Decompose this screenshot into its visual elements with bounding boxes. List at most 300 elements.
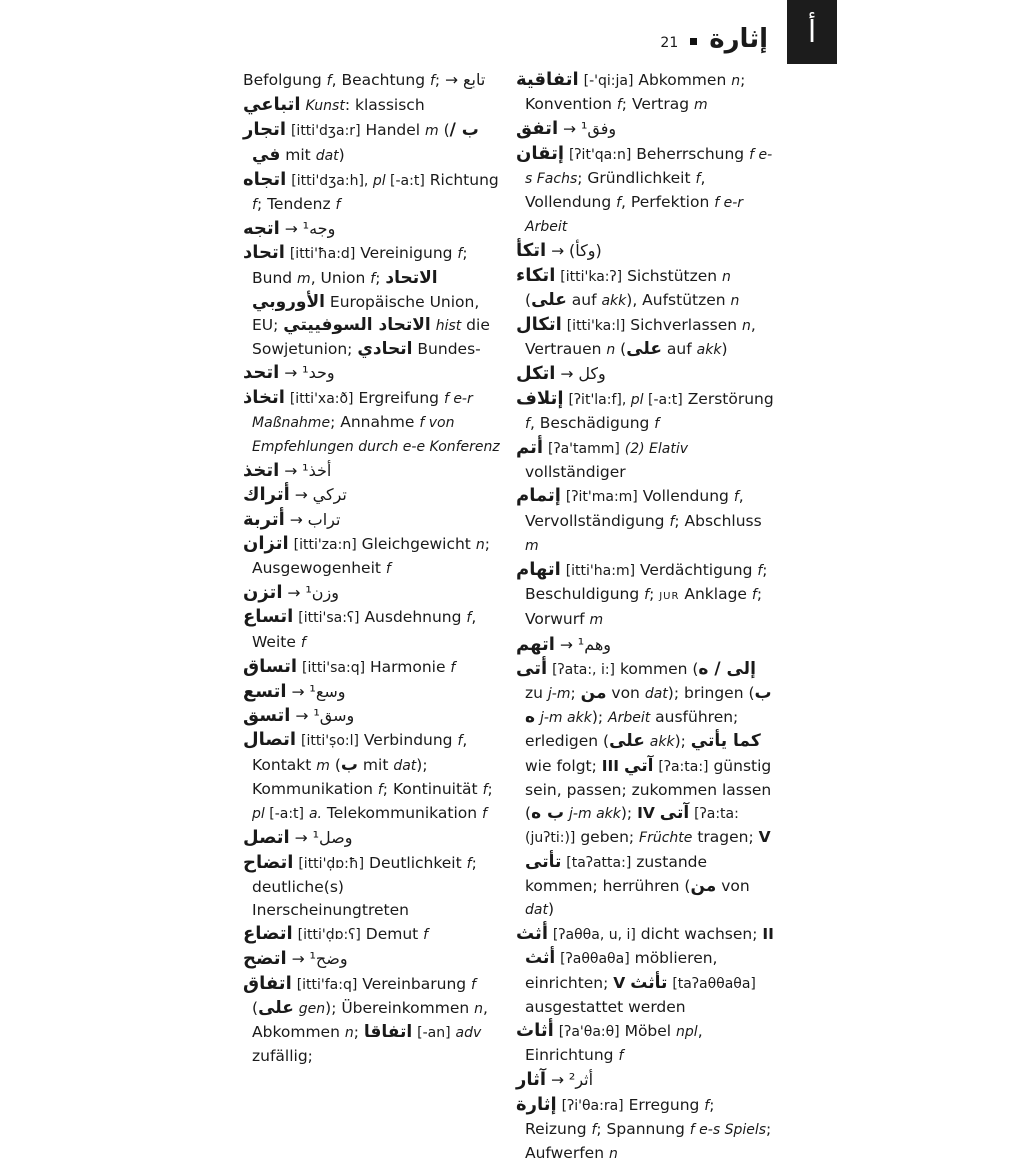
entry-arabic-reference: وسق¹ <box>313 706 355 726</box>
entry-italic-label: f <box>377 781 383 798</box>
entry-text: günstig sein, passen; zukommen lassen ( <box>525 756 772 823</box>
entry-arabic-phrase: على <box>609 731 645 752</box>
entry-text: Vereinbarung <box>357 974 472 993</box>
dictionary-entry <box>516 264 774 313</box>
entry-italic-label: f e-s Fachs <box>525 146 773 187</box>
entry-arabic-reference: وجه¹ <box>302 219 336 239</box>
entry-text: ) <box>547 899 555 918</box>
entry-headword: اتضاع <box>243 923 293 945</box>
dictionary-entry <box>243 826 501 850</box>
entry-pronunciation: [ʔa:ta: (juʔti:)] <box>525 806 739 847</box>
dictionary-entry <box>243 68 501 93</box>
entry-headword: أتربة <box>243 508 285 530</box>
entry-italic-label: j-m <box>547 686 571 703</box>
entry-text: , Vervollständigung <box>525 487 744 530</box>
entry-italic-label: Arbeit <box>608 710 651 727</box>
entry-arabic-reference: وسع¹ <box>309 682 346 702</box>
entry-italic-label: f <box>482 781 488 798</box>
entry-italic-label: n <box>608 1145 618 1162</box>
thumb-index-tab <box>787 0 837 64</box>
left-column <box>243 68 501 1068</box>
entry-italic-label: f <box>252 197 257 214</box>
entry-text: zustande kommen; herrühren ( <box>525 852 708 895</box>
entry-pronunciation: [-a:t] <box>264 806 304 823</box>
entry-italic-label: f <box>695 170 701 187</box>
entry-text: zu <box>525 684 548 703</box>
entry-headword: اتخذ <box>243 460 280 482</box>
entry-italic-label: n <box>730 292 740 309</box>
entry-text: ) <box>338 145 345 164</box>
entry-italic-label: Kunst <box>305 98 345 115</box>
entry-text: ; deutliche(s) Inerscheinungtreten <box>252 853 477 919</box>
entry-arabic-phrase: إلى / ه <box>698 658 756 679</box>
entry-arabic-phrase: آتى <box>659 803 690 824</box>
entry-italic-label: m <box>316 757 330 774</box>
entry-text: geben; <box>575 828 640 847</box>
entry-italic-label: dat <box>525 901 548 918</box>
entry-arabic-phrase: على <box>258 997 294 1018</box>
entry-arabic-phrase: ب ه <box>531 803 565 824</box>
entry-text: Abkommen <box>633 71 732 89</box>
dictionary-entry <box>243 655 501 680</box>
page-number: 21 <box>660 35 679 51</box>
entry-italic-label: a. <box>308 806 322 823</box>
dictionary-entry <box>243 118 501 167</box>
entry-arabic-reference: وزن¹ <box>305 583 339 603</box>
dictionary-entry <box>243 93 501 118</box>
entry-italic-label: gen <box>298 1000 326 1017</box>
entry-arabic-phrase: تأتى <box>525 851 562 872</box>
entry-text: Bundes- <box>412 340 481 359</box>
dictionary-entry <box>516 1068 774 1092</box>
entry-italic-label: f <box>450 659 456 676</box>
entry-italic-label: n <box>731 73 741 89</box>
entry-text: ; Bund <box>252 244 468 287</box>
entry-arabic-reference: تراب <box>307 509 341 529</box>
entry-text: Ergreifung <box>353 388 444 407</box>
entry-arabic-reference: وصل¹ <box>312 828 353 848</box>
entry-headword: اتهم <box>516 633 555 655</box>
entry-headword: اتساق <box>243 655 298 677</box>
entry-italic-label: f von Empfehlungen durch e-e Konferenz <box>252 414 500 456</box>
dictionary-entry <box>516 68 774 117</box>
entry-italic-label: pl <box>630 391 644 408</box>
entry-text: Befolgung <box>243 71 327 89</box>
entry-verb-form: II <box>762 925 774 944</box>
entry-italic-label: Früchte <box>639 830 693 847</box>
entry-headword: اتكاء <box>516 264 556 286</box>
entry-text: ); bringen ( <box>667 684 755 703</box>
entry-text: ; Abschluss <box>674 511 762 530</box>
entry-arabic-reference: تابع <box>462 70 486 89</box>
entry-italic-label: dat <box>644 686 668 703</box>
entry-headword: أتى <box>516 657 548 679</box>
entry-italic-label: n <box>742 318 751 335</box>
entry-text: → <box>546 1071 569 1090</box>
dictionary-entry <box>516 142 774 240</box>
entry-headword: اتخاذ <box>243 386 285 408</box>
entry-pronunciation: [ʔa:ta:] <box>658 758 709 775</box>
entry-arabic-reference: وفق¹ <box>580 119 617 139</box>
entry-text: , Abkommen <box>252 998 488 1041</box>
entry-pronunciation: [itti'fa:q] <box>296 976 358 993</box>
dictionary-entry <box>243 532 501 581</box>
entry-italic-label: j-m akk <box>569 806 621 823</box>
entry-italic-label: f <box>429 73 435 89</box>
entry-italic-label: n <box>474 1000 484 1017</box>
entry-text: ), Aufstützen <box>626 290 731 309</box>
entry-headword: آثار <box>516 1069 547 1091</box>
entry-text: , Weite <box>252 608 477 651</box>
entry-arabic-phrase: من <box>580 683 607 704</box>
entry-headword: اتفق <box>516 118 559 140</box>
entry-italic-label: (2) Elativ <box>624 441 689 458</box>
entry-italic-label: f <box>525 415 530 432</box>
entry-italic-label: f <box>616 195 622 212</box>
dictionary-entry <box>516 362 774 386</box>
entry-text: Vollendung <box>637 487 734 506</box>
entry-pronunciation: [ʔit'la:f], <box>568 391 631 408</box>
dictionary-entry <box>243 361 501 385</box>
entry-text: mit <box>280 145 316 164</box>
entry-text: Anklage <box>679 585 752 604</box>
entry-arabic-phrase: على <box>626 339 662 360</box>
entry-italic-label: f <box>326 73 332 89</box>
entry-pronunciation: [itti'za:n] <box>293 536 357 553</box>
entry-arabic-phrase: تأثث <box>630 972 668 993</box>
entry-italic-label: n <box>606 342 616 359</box>
entry-text: ( <box>329 755 341 774</box>
entry-text: → <box>554 635 578 654</box>
entry-pronunciation: [-a:t] <box>643 391 683 408</box>
entry-italic-label: f e-s Spiels <box>689 1121 767 1138</box>
entry-text: ; Vertrag <box>621 95 694 114</box>
entry-italic-label: f <box>385 561 391 578</box>
entry-text: ; Annahme <box>330 412 420 431</box>
entry-text: die Sowjetunion; <box>252 316 490 359</box>
entry-italic-label: f <box>616 97 622 114</box>
entry-text: Demut <box>360 925 424 944</box>
entry-text: ; Gründlichkeit <box>577 168 696 187</box>
entry-headword: اتضاح <box>243 851 294 873</box>
entry-italic-label: f <box>335 197 341 214</box>
entry-italic-label: npl <box>676 1023 698 1040</box>
entry-italic-label: adv <box>455 1024 482 1041</box>
entry-arabic-phrase: ب <box>340 754 358 775</box>
dictionary-entry <box>243 483 501 507</box>
dictionary-entry <box>243 386 501 460</box>
entry-text: → <box>284 510 308 529</box>
entry-pronunciation: [itti'sa:q] <box>302 659 366 676</box>
entry-headword: اتحد <box>243 362 280 384</box>
entry-text: ; <box>649 585 660 604</box>
entry-arabic-phrase: كما يأتي <box>690 731 761 752</box>
entry-italic-label: akk <box>601 292 627 309</box>
dictionary-entry <box>516 239 774 263</box>
entry-italic-label: f e-r Maßnahme <box>252 390 473 431</box>
entry-pronunciation: [ʔaθθa, u, i] <box>552 927 636 944</box>
entry-italic-label: f <box>757 563 763 580</box>
entry-italic-label: f <box>644 587 650 604</box>
entry-domain-label: JUR <box>659 591 680 603</box>
entry-italic-label: m <box>525 537 539 554</box>
entry-text: Ausdehnung <box>359 608 467 627</box>
dictionary-entry <box>516 1093 774 1166</box>
dictionary-entry <box>516 922 774 1019</box>
dictionary-entry <box>516 436 774 484</box>
entry-italic-label: akk <box>649 734 675 751</box>
entry-text: : klassisch <box>344 96 425 115</box>
entry-text: → <box>286 950 310 969</box>
entry-pronunciation: [-a:t] <box>385 172 425 189</box>
entry-headword: اتزان <box>243 532 289 554</box>
entry-text: vollständiger <box>525 463 626 482</box>
entry-text: Erregung <box>623 1095 705 1114</box>
entry-text: Sichstützen <box>622 266 723 285</box>
entry-pronunciation: [ʔa'tamm] <box>547 441 620 458</box>
entry-italic-label: f <box>457 733 463 750</box>
entry-headword: اتفاق <box>243 972 292 994</box>
dictionary-entry <box>516 117 774 141</box>
entry-headword: اتكأ <box>516 240 547 262</box>
entry-headword: اتفاقية <box>516 69 579 90</box>
entry-headword: أثاث <box>516 1019 554 1041</box>
entry-text: auf <box>566 290 602 309</box>
entry-headword: أثث <box>516 923 548 945</box>
entry-pronunciation: [ʔata:, i:] <box>552 661 616 678</box>
entry-headword: اتكال <box>516 314 562 336</box>
entry-pronunciation: [-an] <box>417 1024 451 1041</box>
entry-italic-label: f <box>457 246 463 263</box>
dictionary-entry <box>243 851 501 923</box>
entry-headword: اتجاه <box>243 168 287 190</box>
entry-text: ; Reizung <box>525 1095 715 1138</box>
entry-text: Deutlichkeit <box>364 853 467 872</box>
entry-headword: اتباعي <box>243 94 301 116</box>
entry-pronunciation: [taʔaθθaθa] <box>672 975 756 992</box>
entry-text: ausführen; erledigen ( <box>525 708 739 751</box>
entry-headword: اتساع <box>243 606 294 628</box>
entry-text: wie folgt; <box>525 756 602 775</box>
entry-text: Zerstörung <box>682 389 774 408</box>
entry-italic-label: f <box>733 489 739 506</box>
entry-text: Richtung <box>424 170 499 189</box>
entry-text: möblieren, einrichten; <box>525 949 718 992</box>
entry-headword: اتجار <box>243 119 287 141</box>
dictionary-entry <box>516 387 774 436</box>
entry-italic-label: f <box>618 1048 624 1065</box>
entry-text: , Einrichtung <box>525 1021 703 1065</box>
entry-italic-label: f <box>669 513 675 530</box>
dictionary-entry <box>516 313 774 362</box>
entry-pronunciation: [taʔatta:] <box>566 854 632 871</box>
entry-verb-form: V <box>758 828 771 847</box>
dictionary-entry <box>243 704 501 728</box>
entry-text: → <box>286 683 310 702</box>
entry-pronunciation: [itti'xa:ð] <box>289 390 354 407</box>
entry-italic-label: f <box>482 806 487 823</box>
entry-text: ; <box>570 684 581 703</box>
dictionary-entry <box>243 947 501 971</box>
entry-italic-label: pl <box>372 172 386 189</box>
dictionary-entry <box>243 605 501 654</box>
entry-text: Harmonie <box>365 657 451 676</box>
dictionary-entry <box>243 680 501 704</box>
entry-text: ; Aufwerfen <box>525 1119 772 1162</box>
entry-italic-label: m <box>589 612 604 629</box>
entry-italic-label: f <box>423 927 429 944</box>
entry-pronunciation: [itti'ḍɒ:ħ] <box>298 855 365 872</box>
entry-text: ; Spannung <box>596 1119 690 1138</box>
entry-text: Sichverlassen <box>625 316 743 335</box>
entry-pronunciation: [ʔaθθaθa] <box>560 951 630 968</box>
dictionary-entry <box>243 459 501 483</box>
entry-pronunciation: [ʔi'θa:ra] <box>561 1097 624 1114</box>
entry-arabic-reference: أثر² <box>568 1070 594 1090</box>
entry-italic-label: dat <box>315 147 339 164</box>
entry-text: ( <box>615 340 627 359</box>
entry-italic-label: f <box>471 976 476 993</box>
entry-pronunciation: [itti'sa:ʕ] <box>298 610 360 627</box>
header-separator-square <box>690 38 697 45</box>
dictionary-entry <box>516 633 774 657</box>
entry-arabic-reference: وهم¹ <box>577 634 612 654</box>
entry-italic-label: f <box>300 634 306 651</box>
entry-arabic-phrase: اتفاقا <box>363 1021 413 1042</box>
entry-text: ; Konvention <box>525 71 746 114</box>
entry-italic-label: n <box>475 536 485 553</box>
entry-text: zufällig; <box>252 1047 313 1066</box>
dictionary-entry <box>243 581 501 605</box>
entry-text: ( <box>252 998 259 1017</box>
entry-headword: اتسع <box>243 681 287 703</box>
entry-text: von <box>716 876 750 895</box>
entry-pronunciation: [itti'ḍɒ:ʕ] <box>297 927 361 944</box>
entry-text: ); <box>620 804 638 823</box>
entry-italic-label: hist <box>435 318 462 335</box>
entry-text: von <box>606 684 645 703</box>
dictionary-entry <box>243 508 501 532</box>
entry-text: ; Beschuldigung <box>525 561 768 604</box>
header-guide-word: إثارة <box>709 24 768 54</box>
entry-text: ; <box>375 268 386 287</box>
entry-text: ); Kommunikation <box>252 755 428 798</box>
entry-verb-form: III <box>601 756 620 775</box>
entry-text: ( <box>525 290 532 309</box>
entry-headword: اتهام <box>516 559 561 581</box>
entry-verb-form: V <box>613 973 626 992</box>
entry-pronunciation: [-'qi:ja] <box>583 73 634 89</box>
entry-headword: اتزن <box>243 582 283 604</box>
entry-text: ( <box>438 121 450 140</box>
entry-text: Möbel <box>619 1021 677 1040</box>
entry-headword: اتصل <box>243 827 290 849</box>
dictionary-entry <box>516 1019 774 1068</box>
entry-arabic-phrase: الاتحاد الأوروبي <box>252 267 438 312</box>
entry-text: Vereinigung <box>355 244 458 263</box>
entry-text: → <box>558 120 581 139</box>
entry-italic-label: dat <box>393 757 417 774</box>
entry-headword: اتحاد <box>243 242 285 264</box>
entry-arabic-phrase: من <box>690 875 717 896</box>
entry-italic-label: akk <box>696 342 722 359</box>
entry-text: ; Vorwurf <box>525 585 763 629</box>
entry-verb-form: IV <box>637 804 655 823</box>
entry-pronunciation: [itti'ha:m] <box>565 563 636 580</box>
entry-text: ; <box>353 1022 364 1041</box>
entry-italic-label: n <box>722 268 731 285</box>
dictionary-entry <box>243 972 501 1069</box>
entry-pronunciation: [itti'dʒa:h], <box>291 172 373 189</box>
entry-italic-label: f <box>751 587 757 604</box>
entry-headword: اتسق <box>243 705 291 727</box>
entry-text: , Union <box>310 268 371 287</box>
thumb-index-letter: أ <box>807 14 817 50</box>
entry-arabic-phrase: على <box>531 289 567 310</box>
entry-headword: إثارة <box>516 1093 557 1115</box>
entry-italic-label: f <box>654 415 660 432</box>
dictionary-entry <box>243 217 501 241</box>
entry-text: ) <box>721 340 728 359</box>
entry-arabic-phrase: الاتحاد السوفييتي <box>283 315 431 336</box>
entry-arabic-reference: وكل <box>578 364 606 384</box>
dictionary-entry <box>516 657 774 922</box>
entry-text: → <box>279 220 303 239</box>
entry-pronunciation: [ʔit'qa:n] <box>568 146 632 163</box>
entry-headword: إتمام <box>516 485 561 507</box>
entry-text: → <box>289 829 313 848</box>
entry-text: Verbindung <box>358 731 458 750</box>
entry-pronunciation: [ʔit'ma:m] <box>565 489 638 506</box>
entry-pronunciation: [itti'ka:l] <box>566 318 626 335</box>
entry-headword: أتراك <box>243 484 290 506</box>
page-header <box>660 24 768 54</box>
entry-headword: اتجه <box>243 218 280 240</box>
dictionary-entry <box>243 728 501 826</box>
entry-arabic-phrase: اتحادي <box>357 339 413 360</box>
entry-italic-label: m <box>297 270 311 287</box>
entry-text: Telekommunikation <box>321 804 482 823</box>
entry-text: ausgestattet werden <box>525 997 686 1016</box>
entry-text: ; Kontinuität <box>382 779 483 798</box>
entry-italic-label: f <box>370 270 376 287</box>
entry-text: , Beschädigung <box>529 413 655 432</box>
entry-arabic-phrase: ب ه <box>525 683 772 728</box>
entry-text: Europäische Union, EU; <box>252 292 480 335</box>
entry-text: → <box>279 462 303 481</box>
entry-text: , Vollendung <box>525 168 706 212</box>
entry-headword: إتقان <box>516 142 565 164</box>
entry-italic-label: m <box>425 123 439 140</box>
dictionary-entry <box>243 922 501 947</box>
entry-text: ); <box>674 732 691 751</box>
entry-text: → <box>290 707 314 726</box>
entry-arabic-phrase: ب / في <box>252 120 479 165</box>
dictionary-entry <box>243 241 501 361</box>
entry-text: ); <box>591 708 609 727</box>
entry-arabic-reference: وضح¹ <box>309 949 348 969</box>
entry-text: Gleichgewicht <box>356 534 476 553</box>
entry-italic-label: n <box>344 1024 354 1041</box>
entry-arabic-reference: وحد¹ <box>302 363 335 383</box>
entry-italic-label: f <box>591 1121 597 1138</box>
dictionary-entry <box>516 484 774 558</box>
entry-text: Verdächtigung <box>635 561 758 580</box>
entry-text: Handel <box>360 121 426 140</box>
entry-italic-label: f <box>466 610 472 627</box>
entry-pronunciation: [itti'ka:ʔ] <box>560 268 623 285</box>
entry-text: ; → <box>434 71 463 89</box>
